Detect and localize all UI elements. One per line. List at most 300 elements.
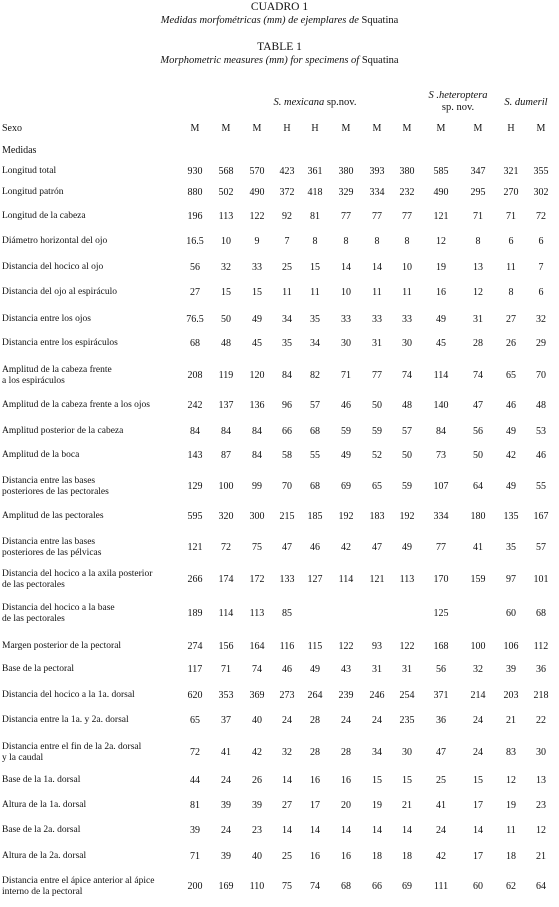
table-cell: 77 xyxy=(341,211,351,222)
table-cell: 74 xyxy=(310,881,320,892)
table-cell: 77 xyxy=(372,211,382,222)
table-cell: 42 xyxy=(436,851,446,862)
sex-cell: M xyxy=(372,123,382,134)
table-cell: 49 xyxy=(402,542,412,553)
table-cell: 74 xyxy=(252,664,262,675)
row-label: Distancia del hocico a la 1a. dorsal xyxy=(2,690,135,701)
table-cell: 117 xyxy=(187,664,203,675)
row-label: Distancia del hocico a la base de las pectorales xyxy=(2,602,115,624)
table-cell: 16 xyxy=(341,775,351,786)
table-cell: 7 xyxy=(284,236,290,247)
cuadro-subtitle-text: Medidas morfométricas (mm) de ejemplares de xyxy=(160,15,359,26)
table-cell: 39 xyxy=(506,664,516,675)
table-cell: 106 xyxy=(503,641,519,652)
table-cell: 120 xyxy=(249,370,265,381)
table-cell: 21 xyxy=(506,715,516,726)
sex-cell: H xyxy=(507,123,515,134)
table-cell: 39 xyxy=(221,800,231,811)
table-cell: 49 xyxy=(252,314,262,325)
table-cell: 60 xyxy=(473,881,483,892)
row-label: Longitud total xyxy=(2,166,57,177)
table-cell: 100 xyxy=(470,641,486,652)
group-suffix-mexicana: sp.nov. xyxy=(326,97,357,108)
table-cell: 101 xyxy=(533,574,549,585)
table-cell: 71 xyxy=(341,370,351,381)
table-cell: 84 xyxy=(282,370,292,381)
table-cell: 570 xyxy=(249,166,265,177)
table-cell: 97 xyxy=(506,574,516,585)
row-label: Longitud de la cabeza xyxy=(2,211,86,222)
table-cell: 215 xyxy=(279,511,295,522)
table-cell: 32 xyxy=(221,262,231,273)
table-cell: 393 xyxy=(369,166,385,177)
table-cell: 14 xyxy=(473,825,483,836)
table-cell: 31 xyxy=(402,664,412,675)
table-cell: 7 xyxy=(538,262,544,273)
table-cell: 11 xyxy=(402,287,412,298)
table-cell: 92 xyxy=(282,211,292,222)
table-cell: 112 xyxy=(533,641,549,652)
table-cell: 8 xyxy=(508,287,514,298)
table-cell: 111 xyxy=(433,881,449,892)
table-cell: 353 xyxy=(218,690,234,701)
row-label: Altura de la 2a. dorsal xyxy=(2,851,87,862)
table-cell: 60 xyxy=(506,608,516,619)
table-cell: 273 xyxy=(279,690,295,701)
row-label: Amplitud posterior de la cabeza xyxy=(2,426,124,437)
table-cell: 26 xyxy=(252,775,262,786)
table-cell: 77 xyxy=(436,542,446,553)
table-cell: 70 xyxy=(536,370,546,381)
table-cell: 43 xyxy=(341,664,351,675)
table-cell: 33 xyxy=(402,314,412,325)
row-label: Amplitud de la cabeza frente a los ojos xyxy=(2,400,150,411)
table-cell: 502 xyxy=(218,187,234,198)
table-cell: 164 xyxy=(249,641,265,652)
table-cell: 246 xyxy=(369,690,385,701)
table-cell: 192 xyxy=(338,511,354,522)
row-label: Distancia del ojo al espiráculo xyxy=(2,287,118,298)
table-cell: 372 xyxy=(279,187,295,198)
table-cell: 295 xyxy=(470,187,486,198)
table-cell: 14 xyxy=(402,825,412,836)
row-label: Distancia entre la 1a. y 2a. dorsal xyxy=(2,715,129,726)
table-cell: 30 xyxy=(341,338,351,349)
table-cell: 48 xyxy=(402,400,412,411)
sex-cell: M xyxy=(436,123,446,134)
table-title: TABLE 1 xyxy=(257,41,302,53)
table-cell: 115 xyxy=(307,641,323,652)
table-cell: 65 xyxy=(190,715,200,726)
table-cell: 167 xyxy=(533,511,549,522)
table-cell: 274 xyxy=(187,641,203,652)
table-cell: 174 xyxy=(218,574,234,585)
table-cell: 24 xyxy=(473,715,483,726)
table-cell: 8 xyxy=(475,236,481,247)
group-suffix-heteroptera: sp. nov. xyxy=(441,102,475,113)
table-cell: 49 xyxy=(506,481,516,492)
table-cell: 37 xyxy=(221,715,231,726)
table-cell: 42 xyxy=(506,450,516,461)
table-cell: 35 xyxy=(282,338,292,349)
table-cell: 133 xyxy=(279,574,295,585)
table-cell: 24 xyxy=(473,747,483,758)
table-cell: 196 xyxy=(187,211,203,222)
group-species-mexicana: S. mexicana xyxy=(273,97,325,108)
table-cell: 9 xyxy=(254,236,260,247)
row-label: Amplitud de la boca xyxy=(2,450,80,461)
table-cell: 10 xyxy=(221,236,231,247)
table-cell: 68 xyxy=(190,338,200,349)
table-cell: 16 xyxy=(341,851,351,862)
table-cell: 121 xyxy=(369,574,385,585)
table-cell: 8 xyxy=(374,236,380,247)
table-cell: 46 xyxy=(506,400,516,411)
table-cell: 40 xyxy=(252,851,262,862)
table-cell: 93 xyxy=(372,641,382,652)
table-cell: 116 xyxy=(279,641,295,652)
table-cell: 68 xyxy=(341,881,351,892)
table-cell: 77 xyxy=(402,211,412,222)
table-cell: 371 xyxy=(433,690,449,701)
table-cell: 125 xyxy=(433,608,449,619)
table-cell: 232 xyxy=(399,187,415,198)
table-cell: 334 xyxy=(369,187,385,198)
table-cell: 56 xyxy=(473,426,483,437)
table-cell: 19 xyxy=(436,262,446,273)
table-cell: 48 xyxy=(536,400,546,411)
table-cell: 168 xyxy=(433,641,449,652)
table-cell: 34 xyxy=(282,314,292,325)
table-cell: 10 xyxy=(402,262,412,273)
table-cell: 71 xyxy=(221,664,231,675)
table-cell: 57 xyxy=(536,542,546,553)
table-cell: 46 xyxy=(341,400,351,411)
table-cell: 30 xyxy=(402,747,412,758)
table-cell: 31 xyxy=(372,338,382,349)
table-cell: 930 xyxy=(187,166,203,177)
table-cell: 8 xyxy=(404,236,410,247)
table-cell: 15 xyxy=(372,775,382,786)
table-cell: 81 xyxy=(190,800,200,811)
table-cell: 82 xyxy=(310,370,320,381)
table-cell: 320 xyxy=(218,511,234,522)
table-cell: 129 xyxy=(187,481,203,492)
table-cell: 56 xyxy=(190,262,200,273)
table-cell: 74 xyxy=(402,370,412,381)
table-cell: 361 xyxy=(307,166,323,177)
table-cell: 59 xyxy=(341,426,351,437)
table-subtitle xyxy=(0,55,559,66)
table-cell: 46 xyxy=(282,664,292,675)
table-cell: 28 xyxy=(310,715,320,726)
table-cell: 270 xyxy=(503,187,519,198)
table-cell: 84 xyxy=(252,426,262,437)
table-cell: 172 xyxy=(249,574,265,585)
table-cell: 21 xyxy=(536,851,546,862)
table-cell: 266 xyxy=(187,574,203,585)
medidas-label: Medidas xyxy=(2,145,37,156)
group-header-mexicana xyxy=(235,97,395,109)
table-cell: 30 xyxy=(536,747,546,758)
table-cell: 11 xyxy=(310,287,320,298)
table-cell: 75 xyxy=(252,542,262,553)
table-cell: 48 xyxy=(221,338,231,349)
table-cell: 18 xyxy=(372,851,382,862)
table-cell: 595 xyxy=(187,511,203,522)
table-cell: 39 xyxy=(190,825,200,836)
table-cell: 25 xyxy=(282,851,292,862)
sex-cell: H xyxy=(311,123,319,134)
table-cell: 20 xyxy=(341,800,351,811)
table-cell: 49 xyxy=(436,314,446,325)
table-cell: 64 xyxy=(536,881,546,892)
table-cell: 32 xyxy=(473,664,483,675)
table-cell: 28 xyxy=(310,747,320,758)
row-label: Distancia del hocico al ojo xyxy=(2,262,104,273)
table-cell: 11 xyxy=(372,287,382,298)
sex-cell: M xyxy=(536,123,546,134)
table-cell: 27 xyxy=(506,314,516,325)
table-cell: 23 xyxy=(536,800,546,811)
table-cell: 39 xyxy=(221,851,231,862)
table-cell: 13 xyxy=(536,775,546,786)
table-cell: 64 xyxy=(473,481,483,492)
table-cell: 122 xyxy=(399,641,415,652)
table-cell: 185 xyxy=(307,511,323,522)
table-cell: 140 xyxy=(433,400,449,411)
table-cell: 114 xyxy=(433,370,449,381)
table-cell: 18 xyxy=(402,851,412,862)
table-cell: 58 xyxy=(282,450,292,461)
sex-cell: M xyxy=(190,123,200,134)
table-cell: 42 xyxy=(252,747,262,758)
table-cell: 71 xyxy=(506,211,516,222)
table-cell: 74 xyxy=(473,370,483,381)
table-cell: 50 xyxy=(402,450,412,461)
table-cell: 14 xyxy=(310,825,320,836)
row-label: Margen posterior de la pectoral xyxy=(2,641,122,652)
table-cell: 69 xyxy=(402,881,412,892)
table-cell: 119 xyxy=(218,370,234,381)
table-cell: 45 xyxy=(436,338,446,349)
table-cell: 122 xyxy=(249,211,265,222)
table-cell: 71 xyxy=(190,851,200,862)
table-cell: 24 xyxy=(341,715,351,726)
group-header-heteroptera xyxy=(418,90,498,114)
row-label: Distancia entre el ápice anterior al ápice interno de la pectoral xyxy=(2,875,155,897)
table-cell: 46 xyxy=(536,450,546,461)
table-cell: 50 xyxy=(221,314,231,325)
row-label: Amplitud de la cabeza frente a los espiráculos xyxy=(2,364,112,386)
table-cell: 6 xyxy=(538,287,544,298)
table-cell: 26 xyxy=(506,338,516,349)
row-label: Amplitud de las pectorales xyxy=(2,511,104,522)
table-cell: 68 xyxy=(310,426,320,437)
table-cell: 41 xyxy=(436,800,446,811)
table-cell: 235 xyxy=(399,715,415,726)
table-cell: 585 xyxy=(433,166,449,177)
table-cell: 42 xyxy=(341,542,351,553)
table-cell: 47 xyxy=(436,747,446,758)
table-cell: 33 xyxy=(341,314,351,325)
table-cell: 24 xyxy=(282,715,292,726)
table-cell: 24 xyxy=(221,825,231,836)
row-label: Base de la pectoral xyxy=(2,664,75,675)
table-cell: 23 xyxy=(252,825,262,836)
table-cell: 620 xyxy=(187,690,203,701)
table-cell: 121 xyxy=(187,542,203,553)
table-cell: 53 xyxy=(536,426,546,437)
table-cell: 47 xyxy=(473,400,483,411)
table-cell: 84 xyxy=(436,426,446,437)
table-cell: 49 xyxy=(310,664,320,675)
table-cell: 31 xyxy=(372,664,382,675)
table-cell: 264 xyxy=(307,690,323,701)
table-cell: 50 xyxy=(372,400,382,411)
table-cell: 16 xyxy=(310,775,320,786)
table-cell: 15 xyxy=(402,775,412,786)
table-cell: 84 xyxy=(221,426,231,437)
table-cell: 14 xyxy=(282,775,292,786)
table-cell: 14 xyxy=(372,825,382,836)
table-cell: 35 xyxy=(506,542,516,553)
table-cell: 34 xyxy=(372,747,382,758)
row-label: Distancia entre las bases posteriores de las pectorales xyxy=(2,475,109,497)
row-label: Longitud patrón xyxy=(2,187,64,198)
row-label: Base de la 2a. dorsal xyxy=(2,825,81,836)
table-cell: 57 xyxy=(402,426,412,437)
table-cell: 28 xyxy=(341,747,351,758)
table-cell: 12 xyxy=(473,287,483,298)
table-cell: 121 xyxy=(433,211,449,222)
sex-cell: M xyxy=(402,123,412,134)
table-cell: 203 xyxy=(503,690,519,701)
table-cell: 242 xyxy=(187,400,203,411)
table-cell: 189 xyxy=(187,608,203,619)
table-cell: 14 xyxy=(372,262,382,273)
table-cell: 65 xyxy=(506,370,516,381)
table-cell: 334 xyxy=(433,511,449,522)
row-label: Distancia del hocico a la axila posterior de las pectorales xyxy=(2,568,153,590)
table-cell: 143 xyxy=(187,450,203,461)
table-cell: 355 xyxy=(533,166,549,177)
row-label: Altura de la 1a. dorsal xyxy=(2,800,87,811)
table-cell: 84 xyxy=(190,426,200,437)
cuadro-genus: Squatina xyxy=(361,15,399,26)
table-cell: 380 xyxy=(399,166,415,177)
table-cell: 100 xyxy=(218,481,234,492)
row-label: Distancia entre el fin de la 2a. dorsal y la caudal xyxy=(2,741,142,763)
table-genus: Squatina xyxy=(361,55,399,66)
table-cell: 15 xyxy=(473,775,483,786)
table-cell: 68 xyxy=(536,608,546,619)
table-cell: 66 xyxy=(372,881,382,892)
table-cell: 19 xyxy=(506,800,516,811)
sex-cell: M xyxy=(473,123,483,134)
table-cell: 113 xyxy=(218,211,234,222)
table-cell: 68 xyxy=(310,481,320,492)
table-cell: 14 xyxy=(341,262,351,273)
table-cell: 70 xyxy=(282,481,292,492)
table-cell: 33 xyxy=(252,262,262,273)
table-cell: 12 xyxy=(536,825,546,836)
sex-cell: M xyxy=(341,123,351,134)
sex-cell: M xyxy=(252,123,262,134)
table-cell: 59 xyxy=(372,426,382,437)
table-cell: 137 xyxy=(218,400,234,411)
cuadro-title: CUADRO 1 xyxy=(250,1,309,13)
table-cell: 72 xyxy=(536,211,546,222)
table-cell: 47 xyxy=(372,542,382,553)
table-cell: 208 xyxy=(187,370,203,381)
table-cell: 110 xyxy=(249,881,265,892)
table-cell: 22 xyxy=(536,715,546,726)
table-cell: 880 xyxy=(187,187,203,198)
table-cell: 6 xyxy=(538,236,544,247)
table-cell: 73 xyxy=(436,450,446,461)
table-cell: 40 xyxy=(252,715,262,726)
table-cell: 27 xyxy=(190,287,200,298)
table-cell: 47 xyxy=(282,542,292,553)
table-cell: 36 xyxy=(436,715,446,726)
table-cell: 114 xyxy=(218,608,234,619)
table-cell: 24 xyxy=(372,715,382,726)
table-cell: 46 xyxy=(310,542,320,553)
table-cell: 72 xyxy=(190,747,200,758)
table-cell: 27 xyxy=(282,800,292,811)
table-cell: 24 xyxy=(221,775,231,786)
table-cell: 85 xyxy=(282,608,292,619)
group-header-dumeril xyxy=(496,97,556,109)
table-cell: 28 xyxy=(473,338,483,349)
table-cell: 11 xyxy=(506,825,516,836)
table-cell: 49 xyxy=(341,450,351,461)
table-cell: 49 xyxy=(506,426,516,437)
table-cell: 8 xyxy=(343,236,349,247)
table-cell: 17 xyxy=(473,851,483,862)
cuadro-subtitle xyxy=(0,15,559,26)
table-cell: 21 xyxy=(402,800,412,811)
table-cell: 136 xyxy=(249,400,265,411)
table-cell: 15 xyxy=(221,287,231,298)
sexo-label: Sexo xyxy=(2,123,22,134)
table-cell: 45 xyxy=(252,338,262,349)
row-label: Distancia entre las bases posteriores de las pélvicas xyxy=(2,536,102,558)
table-cell: 36 xyxy=(536,664,546,675)
table-cell: 214 xyxy=(470,690,486,701)
table-cell: 490 xyxy=(433,187,449,198)
table-cell: 170 xyxy=(433,574,449,585)
table-cell: 30 xyxy=(402,338,412,349)
table-cell: 87 xyxy=(221,450,231,461)
table-cell: 56 xyxy=(436,664,446,675)
table-cell: 321 xyxy=(503,166,519,177)
table-cell: 19 xyxy=(372,800,382,811)
sex-cell: M xyxy=(221,123,231,134)
sex-cell: H xyxy=(283,123,291,134)
table-cell: 12 xyxy=(436,236,446,247)
table-cell: 16 xyxy=(436,287,446,298)
table-cell: 17 xyxy=(473,800,483,811)
table-cell: 159 xyxy=(470,574,486,585)
table-cell: 302 xyxy=(533,187,549,198)
table-cell: 52 xyxy=(372,450,382,461)
table-cell: 183 xyxy=(369,511,385,522)
table-cell: 72 xyxy=(221,542,231,553)
table-cell: 44 xyxy=(190,775,200,786)
table-cell: 14 xyxy=(341,825,351,836)
